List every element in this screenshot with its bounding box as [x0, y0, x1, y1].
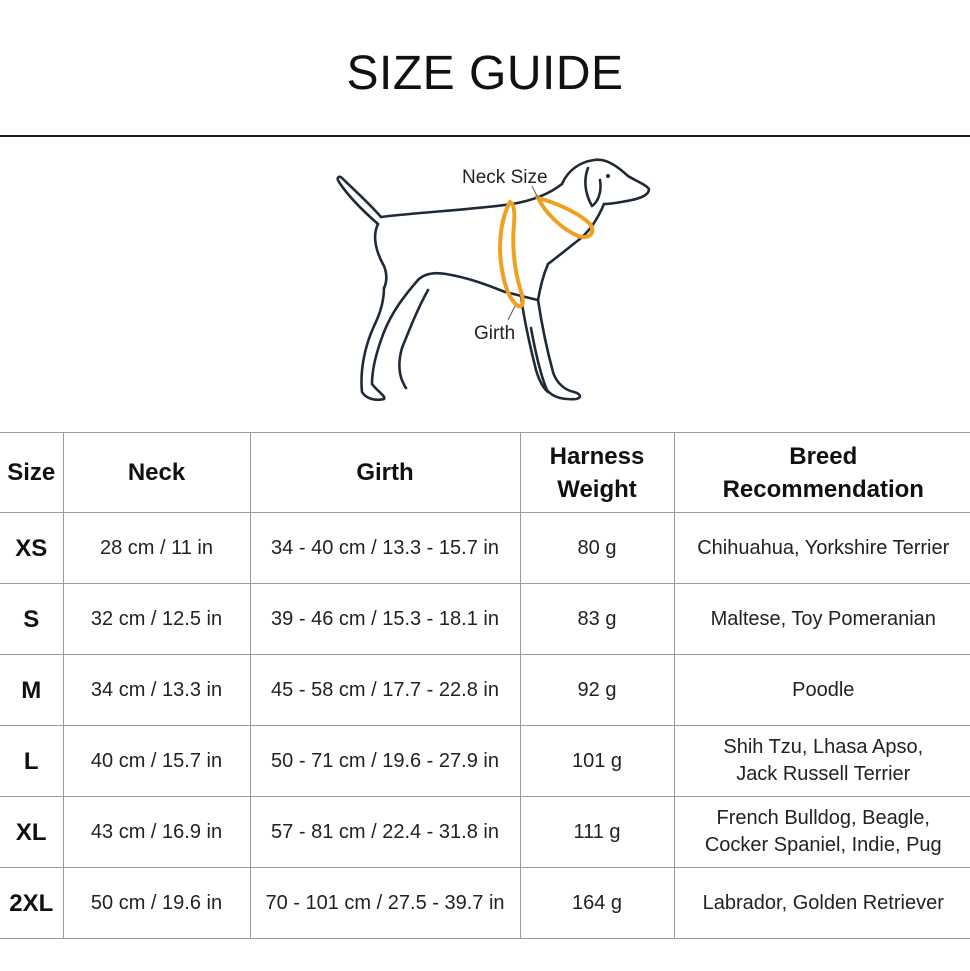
dog-measurement-diagram [0, 140, 970, 420]
neck-size-label: Neck Size [462, 167, 548, 188]
girth-cell: 39 - 46 cm / 15.3 - 18.1 in [250, 584, 520, 655]
neck-cell: 28 cm / 11 in [63, 513, 250, 584]
size-cell: M [0, 655, 63, 726]
girth-cell: 45 - 58 cm / 17.7 - 22.8 in [250, 655, 520, 726]
breed-cell [674, 797, 970, 868]
dog-outline [338, 160, 649, 400]
girth-cell: 34 - 40 cm / 13.3 - 15.7 in [250, 513, 520, 584]
breed-cell [674, 868, 970, 939]
breed-line2: Jack Russell Terrier [736, 763, 911, 785]
table-row [0, 868, 970, 939]
size-table [0, 432, 970, 939]
neck-cell: 50 cm / 19.6 in [63, 868, 250, 939]
header-neck: Neck [63, 433, 250, 513]
girth-label: Girth [474, 323, 516, 344]
breed-cell [674, 584, 970, 655]
neck-cell: 43 cm / 16.9 in [63, 797, 250, 868]
header-girth: Girth [250, 433, 520, 513]
header-harness-weight [520, 433, 674, 513]
page-title: SIZE GUIDE [346, 47, 624, 100]
weight-cell: 92 g [520, 655, 674, 726]
title-divider [0, 135, 970, 137]
header-breed-line2: Recommendation [722, 475, 924, 503]
dog-illustration [0, 140, 970, 420]
neck-ring [538, 198, 592, 237]
girth-cell: 50 - 71 cm / 19.6 - 27.9 in [250, 726, 520, 797]
breed-line2: Cocker Spaniel, Indie, Pug [704, 834, 942, 856]
size-cell: S [0, 584, 63, 655]
breed-cell [674, 513, 970, 584]
header-harness-weight-line2: Weight [557, 475, 637, 503]
table-row [0, 797, 970, 868]
weight-cell: 164 g [520, 868, 674, 939]
measurement-rings [500, 198, 592, 306]
size-cell: XS [0, 513, 63, 584]
breed-line1: Chihuahua, Yorkshire Terrier [697, 536, 950, 559]
girth-cell: 70 - 101 cm / 27.5 - 39.7 in [250, 868, 520, 939]
header-breed-recommendation [674, 433, 970, 513]
neck-cell: 40 cm / 15.7 in [63, 726, 250, 797]
header-breed-line1: Breed [789, 442, 858, 470]
table-row [0, 726, 970, 797]
breed-line1: Shih Tzu, Lhasa Apso, [723, 736, 924, 758]
breed-cell [674, 655, 970, 726]
size-cell: 2XL [0, 868, 63, 939]
breed-line1: French Bulldog, Beagle, [716, 807, 930, 829]
neck-cell: 34 cm / 13.3 in [63, 655, 250, 726]
neck-cell: 32 cm / 12.5 in [63, 584, 250, 655]
girth-cell: 57 - 81 cm / 22.4 - 31.8 in [250, 797, 520, 868]
girth-pointer [508, 306, 515, 320]
header-size: Size [0, 433, 63, 513]
header-harness-weight-line1: Harness [549, 442, 645, 470]
breed-line1: Labrador, Golden Retriever [702, 891, 944, 914]
table-row [0, 584, 970, 655]
size-cell: XL [0, 797, 63, 868]
breed-line1: Maltese, Toy Pomeranian [710, 607, 936, 630]
table-row [0, 655, 970, 726]
table-header-row [0, 433, 970, 513]
weight-cell: 101 g [520, 726, 674, 797]
size-cell: L [0, 726, 63, 797]
table-row [0, 513, 970, 584]
weight-cell: 83 g [520, 584, 674, 655]
breed-cell [674, 726, 970, 797]
dog-eye-icon [606, 174, 610, 178]
weight-cell: 80 g [520, 513, 674, 584]
breed-line1: Poodle [792, 678, 855, 701]
weight-cell: 111 g [520, 797, 674, 868]
